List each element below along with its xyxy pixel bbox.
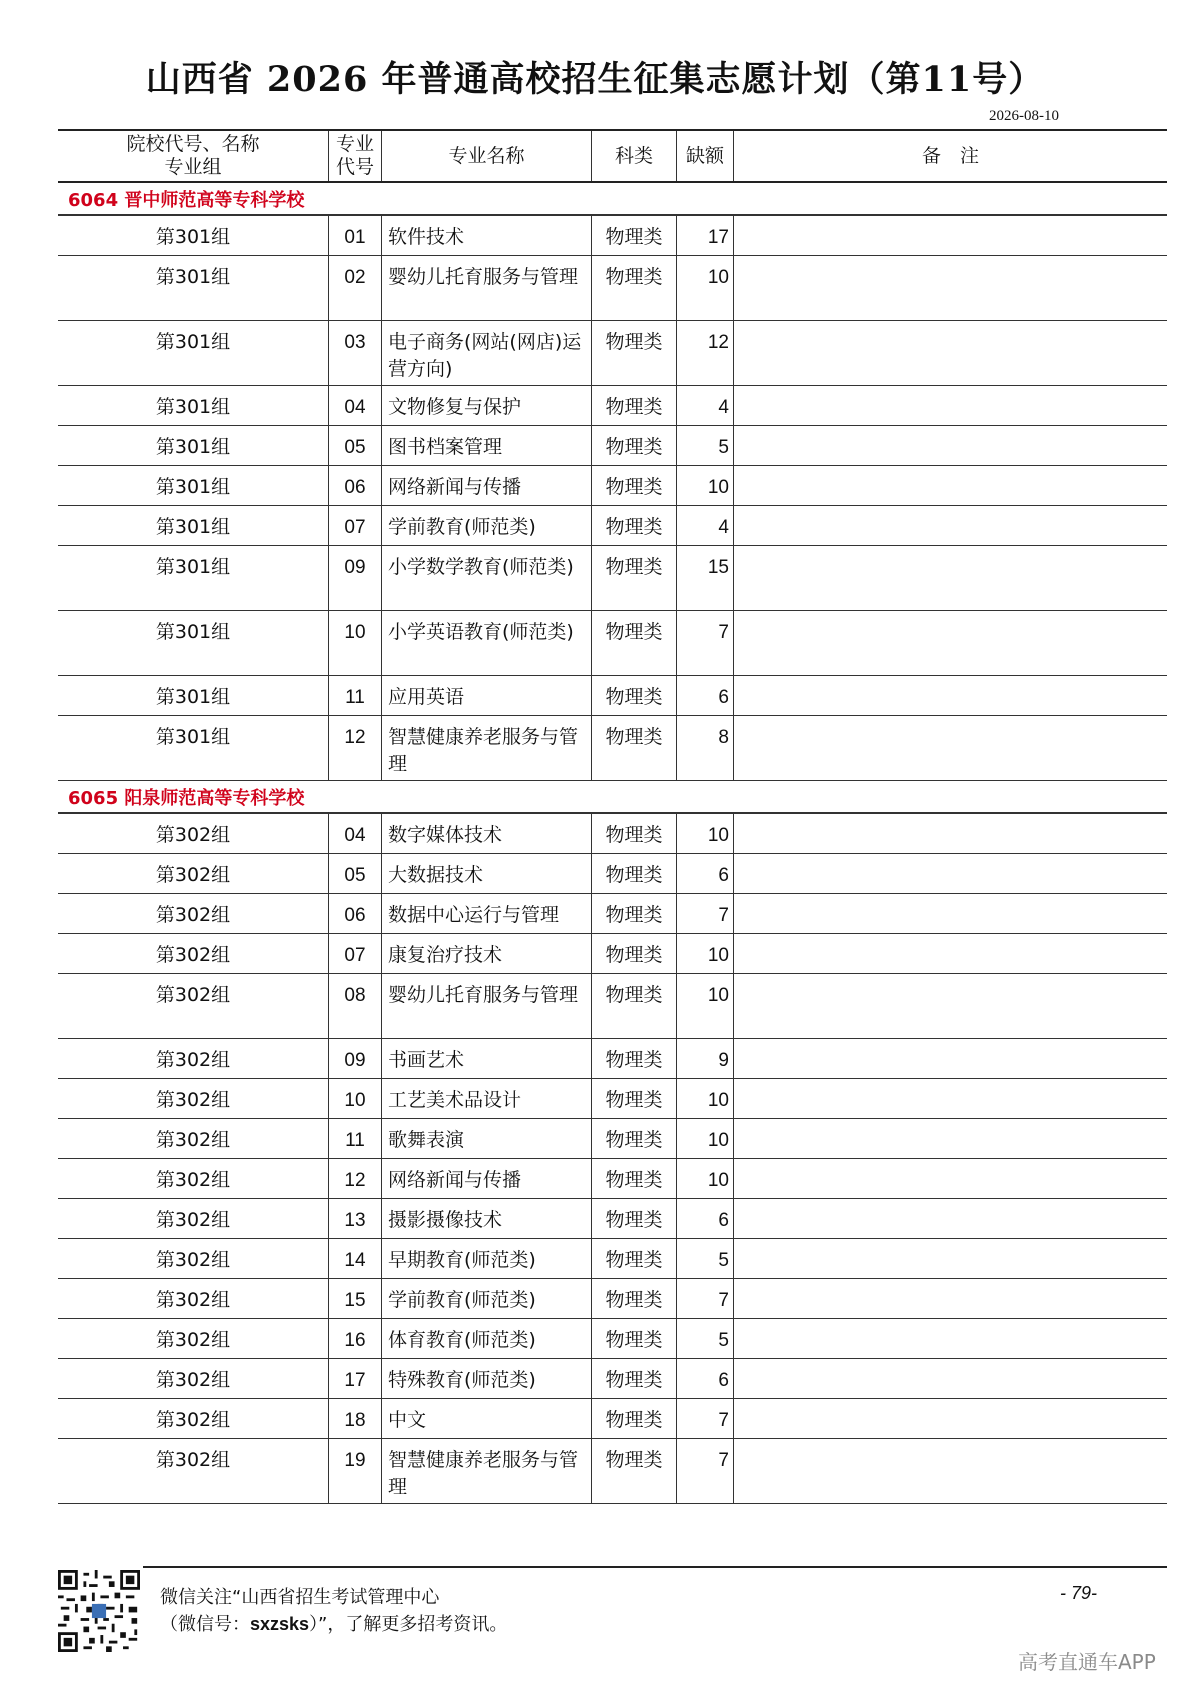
- major-name-cell: 早期教育(师范类): [382, 1239, 592, 1278]
- major-code-cell: 09: [329, 546, 382, 610]
- major-code-cell: 03: [329, 321, 382, 385]
- remark-cell: [734, 1399, 1167, 1438]
- quota-cell: 7: [677, 1279, 734, 1318]
- category-cell: 物理类: [592, 1159, 677, 1198]
- category-cell: 物理类: [592, 1039, 677, 1078]
- category-cell: 物理类: [592, 1199, 677, 1238]
- wechat-id: sxzsks: [250, 1614, 310, 1634]
- group-cell: 第301组: [58, 506, 329, 545]
- category-cell: 物理类: [592, 974, 677, 1038]
- major-code-cell: 19: [329, 1439, 382, 1503]
- category-cell: 物理类: [592, 814, 677, 853]
- major-name-cell: 网络新闻与传播: [382, 1159, 592, 1198]
- table-row: [58, 256, 1167, 321]
- quota-cell: 10: [677, 934, 734, 973]
- major-code-cell: 05: [329, 854, 382, 893]
- table-row: [58, 466, 1167, 506]
- header-major: 专业名称: [382, 131, 592, 181]
- major-name-cell: 特殊教育(师范类): [382, 1359, 592, 1398]
- header-category: 科类: [592, 131, 677, 181]
- header-quota: 缺额: [677, 131, 734, 181]
- category-cell: 物理类: [592, 1319, 677, 1358]
- table-row: [58, 1039, 1167, 1079]
- remark-cell: [734, 1359, 1167, 1398]
- category-cell: 物理类: [592, 426, 677, 465]
- group-cell: 第301组: [58, 611, 329, 675]
- quota-cell: 5: [677, 1319, 734, 1358]
- major-code-cell: 11: [329, 1119, 382, 1158]
- quota-cell: 5: [677, 1239, 734, 1278]
- category-cell: 物理类: [592, 1439, 677, 1503]
- major-name-cell: 中文: [382, 1399, 592, 1438]
- remark-cell: [734, 1279, 1167, 1318]
- major-code-cell: 18: [329, 1399, 382, 1438]
- major-name-cell: 文物修复与保护: [382, 386, 592, 425]
- remark-cell: [734, 894, 1167, 933]
- quota-cell: 10: [677, 1079, 734, 1118]
- table-row: [58, 611, 1167, 676]
- category-cell: 物理类: [592, 1399, 677, 1438]
- remark-cell: [734, 256, 1167, 320]
- remark-cell: [734, 934, 1167, 973]
- table-row: [58, 1399, 1167, 1439]
- wechat-note-line2: （微信号：sxzsks）”，了解更多招考资讯。: [160, 1614, 508, 1635]
- quota-cell: 5: [677, 426, 734, 465]
- table-row: [58, 386, 1167, 426]
- major-code-cell: 10: [329, 1079, 382, 1118]
- major-name-cell: 数字媒体技术: [382, 814, 592, 853]
- category-cell: 物理类: [592, 506, 677, 545]
- major-name-cell: 康复治疗技术: [382, 934, 592, 973]
- major-code-cell: 17: [329, 1359, 382, 1398]
- group-cell: 第301组: [58, 466, 329, 505]
- major-name-cell: 软件技术: [382, 216, 592, 255]
- quota-cell: 10: [677, 974, 734, 1038]
- major-code-cell: 16: [329, 1319, 382, 1358]
- page-number: - 79-: [1060, 1583, 1098, 1603]
- table-row: [58, 854, 1167, 894]
- major-name-cell: 学前教育(师范类): [382, 1279, 592, 1318]
- table-row: [58, 506, 1167, 546]
- table-row: [58, 426, 1167, 466]
- remark-cell: [734, 216, 1167, 255]
- table-row: [58, 894, 1167, 934]
- group-cell: 第301组: [58, 426, 329, 465]
- major-code-cell: 15: [329, 1279, 382, 1318]
- quota-cell: 12: [677, 321, 734, 385]
- quota-cell: 6: [677, 1359, 734, 1398]
- category-cell: 物理类: [592, 466, 677, 505]
- major-code-cell: 05: [329, 426, 382, 465]
- major-name-cell: 电子商务(网站(网店)运营方向): [382, 321, 592, 385]
- remark-cell: [734, 506, 1167, 545]
- remark-cell: [734, 1079, 1167, 1118]
- remark-cell: [734, 854, 1167, 893]
- quota-cell: 6: [677, 1199, 734, 1238]
- major-name-cell: 大数据技术: [382, 854, 592, 893]
- major-code-cell: 12: [329, 716, 382, 780]
- table-row: [58, 321, 1167, 386]
- group-cell: 第302组: [58, 1199, 329, 1238]
- major-name-cell: 数据中心运行与管理: [382, 894, 592, 933]
- major-code-cell: 08: [329, 974, 382, 1038]
- quota-cell: 10: [677, 1119, 734, 1158]
- table-row: [58, 546, 1167, 611]
- quota-cell: 10: [677, 814, 734, 853]
- major-code-cell: 11: [329, 676, 382, 715]
- table-row: [58, 1239, 1167, 1279]
- major-name-cell: 摄影摄像技术: [382, 1199, 592, 1238]
- major-name-cell: 书画艺术: [382, 1039, 592, 1078]
- category-cell: 物理类: [592, 321, 677, 385]
- table-row: [58, 716, 1167, 781]
- remark-cell: [734, 386, 1167, 425]
- watermark: 高考直通车APP: [1018, 1650, 1156, 1674]
- quota-cell: 10: [677, 256, 734, 320]
- table-row: [58, 1319, 1167, 1359]
- major-code-cell: 04: [329, 386, 382, 425]
- major-code-cell: 09: [329, 1039, 382, 1078]
- major-code-cell: 01: [329, 216, 382, 255]
- group-cell: 第302组: [58, 894, 329, 933]
- remark-cell: [734, 814, 1167, 853]
- remark-cell: [734, 1319, 1167, 1358]
- category-cell: 物理类: [592, 611, 677, 675]
- major-code-cell: 07: [329, 506, 382, 545]
- major-code-cell: 06: [329, 466, 382, 505]
- major-code-cell: 10: [329, 611, 382, 675]
- group-cell: 第301组: [58, 386, 329, 425]
- quota-cell: 4: [677, 386, 734, 425]
- publish-date: 2026-08-10: [989, 108, 1059, 124]
- group-cell: 第302组: [58, 1399, 329, 1438]
- table-row: [58, 974, 1167, 1039]
- qr-code-icon: [58, 1570, 140, 1652]
- group-cell: 第302组: [58, 814, 329, 853]
- group-cell: 第301组: [58, 321, 329, 385]
- plan-table: [58, 129, 1167, 1504]
- quota-cell: 7: [677, 1399, 734, 1438]
- header-group: 院校代号、名称 专业组: [58, 131, 329, 181]
- category-cell: 物理类: [592, 1239, 677, 1278]
- category-cell: 物理类: [592, 676, 677, 715]
- category-cell: 物理类: [592, 216, 677, 255]
- table-row: [58, 1159, 1167, 1199]
- major-code-cell: 04: [329, 814, 382, 853]
- remark-cell: [734, 1039, 1167, 1078]
- remark-cell: [734, 1239, 1167, 1278]
- quota-cell: 7: [677, 1439, 734, 1503]
- header-code: 专业 代号: [329, 131, 382, 181]
- remark-cell: [734, 1199, 1167, 1238]
- major-code-cell: 13: [329, 1199, 382, 1238]
- remark-cell: [734, 1439, 1167, 1503]
- quota-cell: 17: [677, 216, 734, 255]
- major-name-cell: 体育教育(师范类): [382, 1319, 592, 1358]
- remark-cell: [734, 676, 1167, 715]
- remark-cell: [734, 1119, 1167, 1158]
- category-cell: 物理类: [592, 256, 677, 320]
- major-name-cell: 工艺美术品设计: [382, 1079, 592, 1118]
- major-name-cell: 智慧健康养老服务与管理: [382, 716, 592, 780]
- table-row: [58, 676, 1167, 716]
- group-cell: 第301组: [58, 676, 329, 715]
- major-name-cell: 婴幼儿托育服务与管理: [382, 256, 592, 320]
- group-cell: 第302组: [58, 1039, 329, 1078]
- major-name-cell: 应用英语: [382, 676, 592, 715]
- quota-cell: 8: [677, 716, 734, 780]
- major-name-cell: 小学数学教育(师范类): [382, 546, 592, 610]
- category-cell: 物理类: [592, 854, 677, 893]
- table-row: [58, 934, 1167, 974]
- category-cell: 物理类: [592, 546, 677, 610]
- category-cell: 物理类: [592, 934, 677, 973]
- group-cell: 第302组: [58, 1119, 329, 1158]
- group-cell: 第302组: [58, 1159, 329, 1198]
- category-cell: 物理类: [592, 716, 677, 780]
- group-cell: 第302组: [58, 974, 329, 1038]
- table-row: [58, 1119, 1167, 1159]
- major-code-cell: 12: [329, 1159, 382, 1198]
- category-cell: 物理类: [592, 894, 677, 933]
- remark-cell: [734, 974, 1167, 1038]
- header-remark: 备 注: [921, 144, 979, 167]
- major-code-cell: 02: [329, 256, 382, 320]
- table-row: [58, 1079, 1167, 1119]
- remark-cell: [734, 1159, 1167, 1198]
- group-cell: 第302组: [58, 854, 329, 893]
- group-cell: 第302组: [58, 1319, 329, 1358]
- category-cell: 物理类: [592, 1079, 677, 1118]
- table-row: [58, 814, 1167, 854]
- table-row: [58, 216, 1167, 256]
- table-row: [58, 1359, 1167, 1399]
- remark-cell: [734, 321, 1167, 385]
- quota-cell: 10: [677, 466, 734, 505]
- group-cell: 第302组: [58, 1439, 329, 1503]
- category-cell: 物理类: [592, 1279, 677, 1318]
- quota-cell: 7: [677, 611, 734, 675]
- major-code-cell: 06: [329, 894, 382, 933]
- major-name-cell: 歌舞表演: [382, 1119, 592, 1158]
- quota-cell: 10: [677, 1159, 734, 1198]
- table-row: [58, 1439, 1167, 1504]
- group-cell: 第302组: [58, 1279, 329, 1318]
- major-name-cell: 图书档案管理: [382, 426, 592, 465]
- group-cell: 第301组: [58, 716, 329, 780]
- major-name-cell: 智慧健康养老服务与管理: [382, 1439, 592, 1503]
- major-name-cell: 小学英语教育(师范类): [382, 611, 592, 675]
- remark-cell: [734, 466, 1167, 505]
- category-cell: 物理类: [592, 1119, 677, 1158]
- remark-cell: [734, 611, 1167, 675]
- group-cell: 第302组: [58, 934, 329, 973]
- major-name-cell: 学前教育(师范类): [382, 506, 592, 545]
- remark-cell: [734, 546, 1167, 610]
- major-name-cell: 网络新闻与传播: [382, 466, 592, 505]
- page-title: 山西省 2026 年普通高校招生征集志愿计划（第11号）: [145, 59, 1045, 100]
- quota-cell: 4: [677, 506, 734, 545]
- major-code-cell: 14: [329, 1239, 382, 1278]
- quota-cell: 6: [677, 854, 734, 893]
- school-name: 6064 晋中师范高等专科学校: [58, 183, 1167, 216]
- group-cell: 第302组: [58, 1359, 329, 1398]
- major-code-cell: 07: [329, 934, 382, 973]
- group-cell: 第302组: [58, 1079, 329, 1118]
- major-name-cell: 婴幼儿托育服务与管理: [382, 974, 592, 1038]
- remark-cell: [734, 716, 1167, 780]
- quota-cell: 7: [677, 894, 734, 933]
- quota-cell: 15: [677, 546, 734, 610]
- group-cell: 第301组: [58, 256, 329, 320]
- category-cell: 物理类: [592, 386, 677, 425]
- group-cell: 第302组: [58, 1239, 329, 1278]
- table-row: [58, 1199, 1167, 1239]
- remark-cell: [734, 426, 1167, 465]
- school-name: 6065 阳泉师范高等专科学校: [58, 781, 1167, 814]
- wechat-note-line1: 微信关注“山西省招生考试管理中心: [160, 1587, 440, 1608]
- quota-cell: 9: [677, 1039, 734, 1078]
- category-cell: 物理类: [592, 1359, 677, 1398]
- quota-cell: 6: [677, 676, 734, 715]
- table-body: [58, 183, 1167, 1504]
- table-header: [58, 129, 1167, 183]
- footer-divider: [143, 1566, 1167, 1568]
- table-row: [58, 1279, 1167, 1319]
- group-cell: 第301组: [58, 216, 329, 255]
- group-cell: 第301组: [58, 546, 329, 610]
